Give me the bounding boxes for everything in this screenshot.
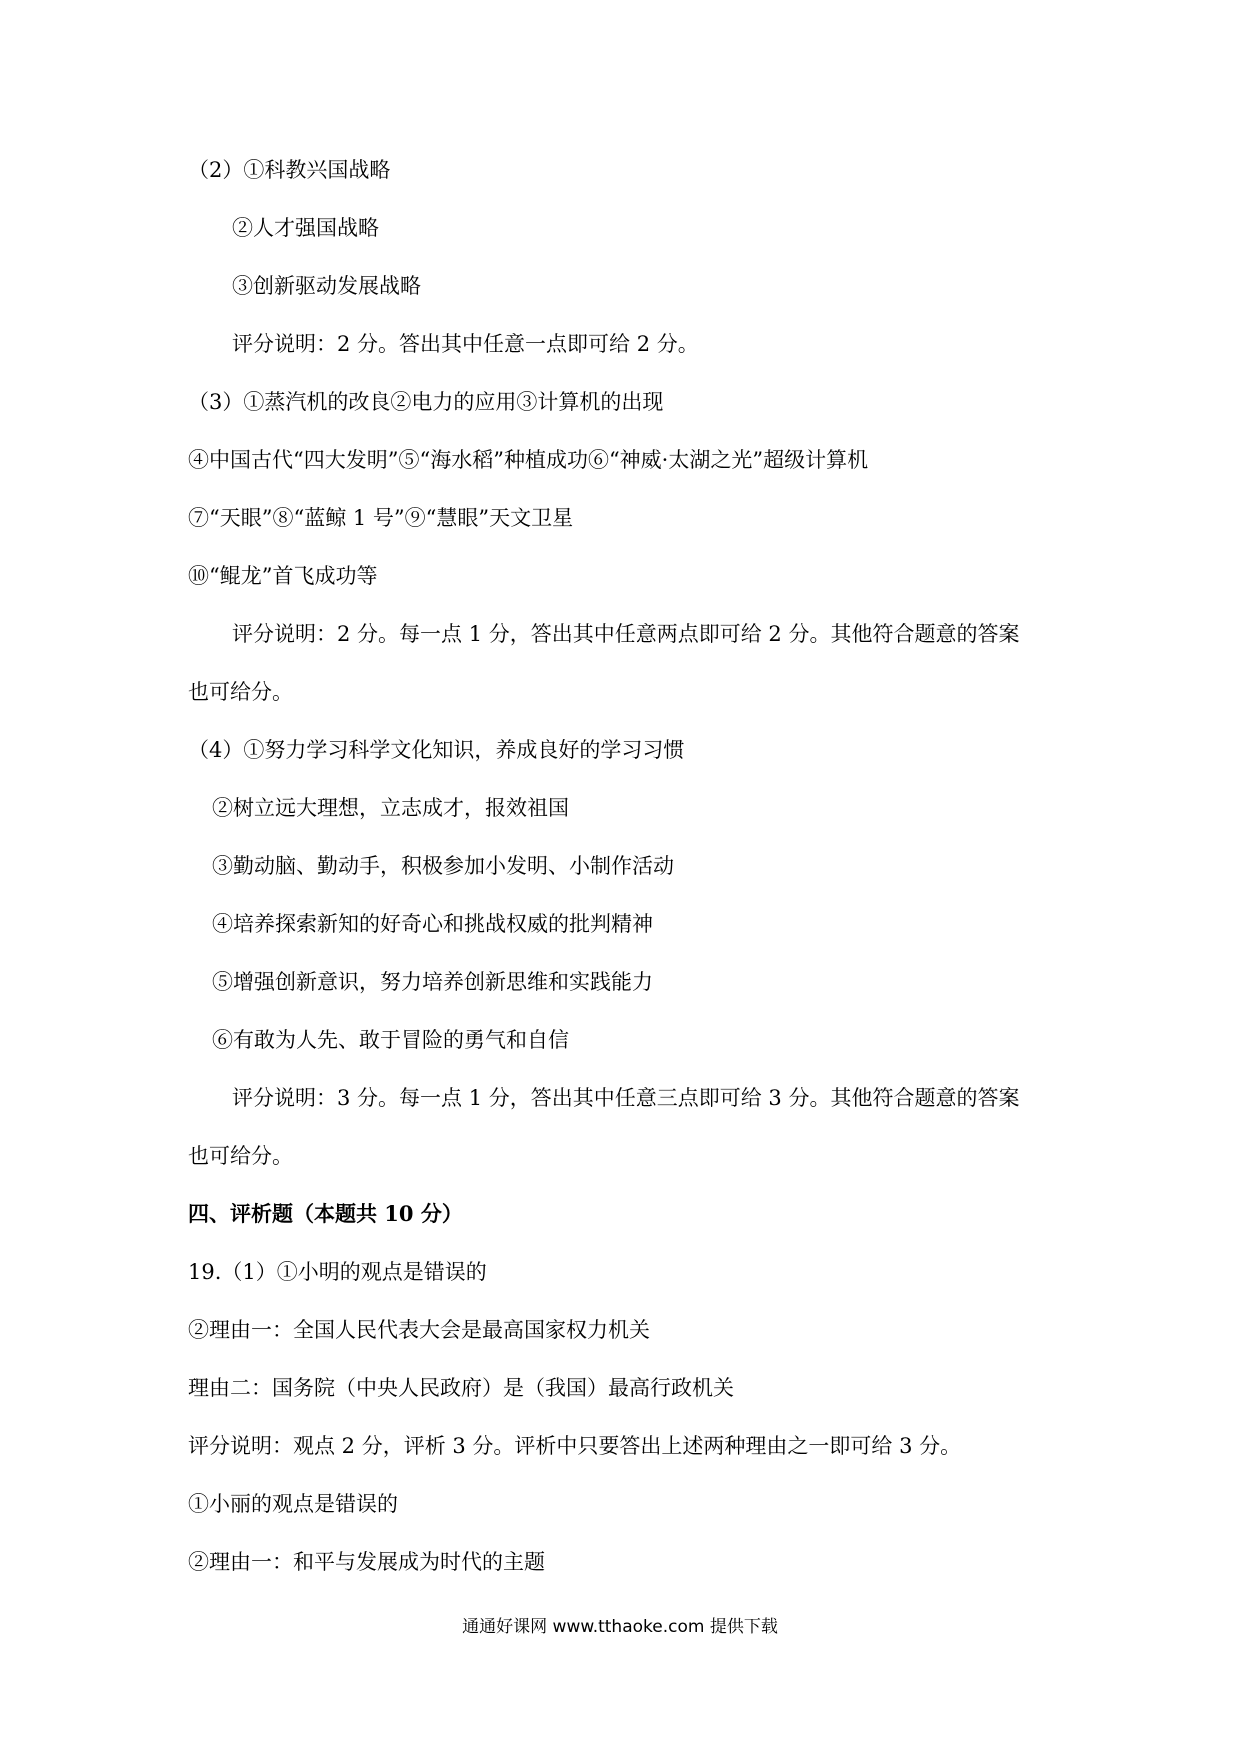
q3-scoring-note-cont: 也可给分。 [188, 680, 293, 704]
q19-reason-2: 理由二：国务院（中央人民政府）是（我国）最高行政机关 [188, 1376, 734, 1400]
q2-point-2: ②人才强国战略 [232, 216, 379, 240]
q4-scoring-note-cont: 也可给分。 [188, 1144, 293, 1168]
q4-heading: （4）①努力学习科学文化知识，养成良好的学习习惯 [188, 738, 685, 762]
q2-heading: （2）①科教兴国战略 [188, 158, 391, 182]
q2-point-3: ③创新驱动发展战略 [232, 274, 421, 298]
page-footer: 通通好课网 www.tthaoke.com 提供下载 [462, 1617, 778, 1637]
q19-part2-reason-1: ②理由一：和平与发展成为时代的主题 [188, 1550, 545, 1574]
q3-heading: （3）①蒸汽机的改良②电力的应用③计算机的出现 [188, 390, 664, 414]
q4-point-2: ②树立远大理想，立志成才，报效祖国 [212, 796, 569, 820]
q4-point-3: ③勤动脑、勤动手，积极参加小发明、小制作活动 [212, 854, 674, 878]
q2-scoring-note: 评分说明：2 分。答出其中任意一点即可给 2 分。 [232, 332, 699, 356]
q4-point-6: ⑥有敢为人先、敢于冒险的勇气和自信 [212, 1028, 569, 1052]
q3-line-4: ⑩“鲲龙”首飞成功等 [188, 564, 378, 588]
q19-reason-1: ②理由一：全国人民代表大会是最高国家权力机关 [188, 1318, 650, 1342]
q4-scoring-note: 评分说明：3 分。每一点 1 分，答出其中任意三点即可给 3 分。其他符合题意的答案 [232, 1086, 1020, 1110]
section-heading: 四、评析题（本题共 10 分） [188, 1201, 463, 1226]
q3-line-3: ⑦“天眼”⑧“蓝鲸 1 号”⑨“慧眼”天文卫星 [188, 506, 574, 530]
q3-scoring-note: 评分说明：2 分。每一点 1 分，答出其中任意两点即可给 2 分。其他符合题意的答案 [232, 622, 1020, 646]
q3-line-2: ④中国古代“四大发明”⑤“海水稻”种植成功⑥“神威·太湖之光”超级计算机 [188, 448, 869, 472]
q4-point-5: ⑤增强创新意识，努力培养创新思维和实践能力 [212, 970, 653, 994]
q4-point-4: ④培养探索新知的好奇心和挑战权威的批判精神 [212, 912, 653, 936]
q19-part2-view: ①小丽的观点是错误的 [188, 1492, 398, 1516]
q19-part1-heading: 19.（1）①小明的观点是错误的 [188, 1260, 487, 1284]
q19-scoring-note: 评分说明：观点 2 分，评析 3 分。评析中只要答出上述两种理由之一即可给 3 分。 [188, 1434, 962, 1458]
